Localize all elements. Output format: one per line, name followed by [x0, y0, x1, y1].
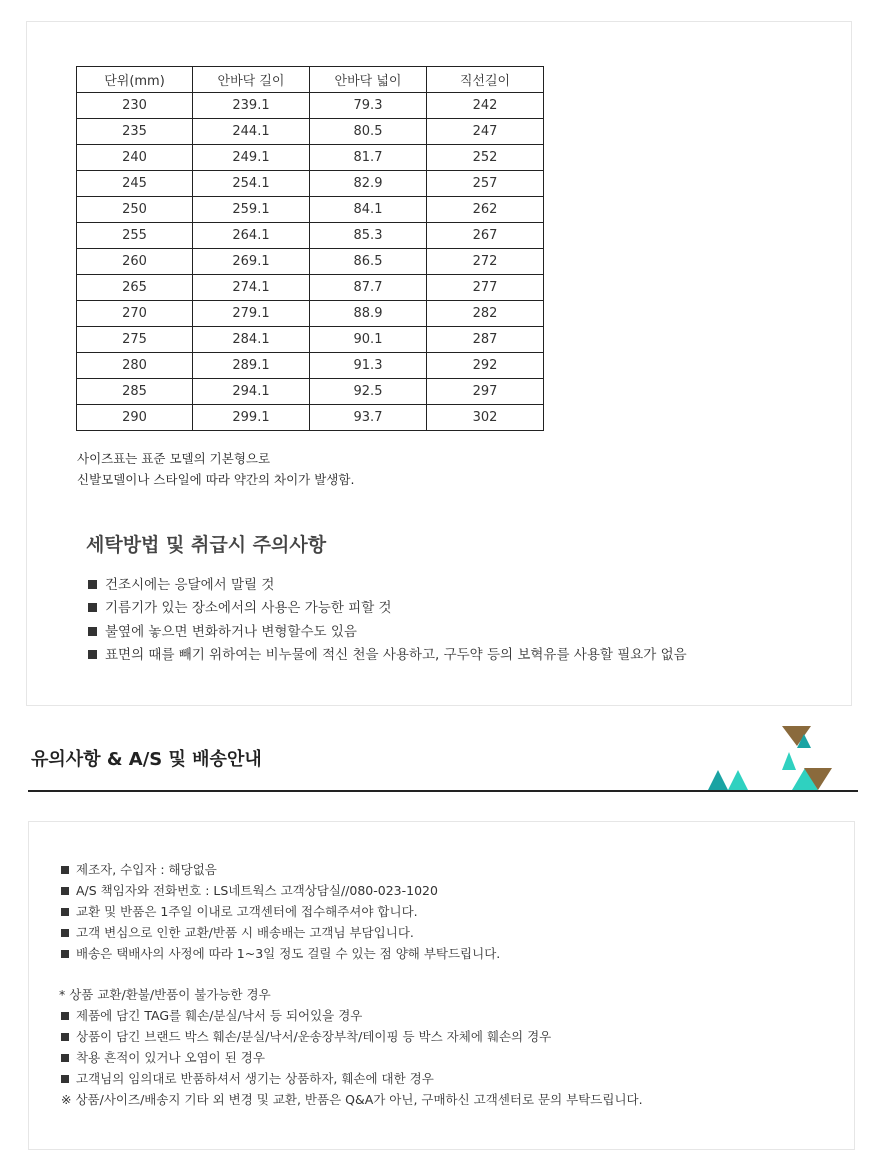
list-item	[61, 1089, 643, 1110]
table-cell: 290	[77, 405, 193, 431]
square-bullet-icon	[61, 1075, 69, 1083]
table-header-row	[77, 67, 544, 93]
table-body	[77, 93, 544, 431]
list-item: 제품에 담긴 TAG를 훼손/분실/낙서 등 되어있을 경우	[61, 1005, 643, 1026]
table-row	[77, 275, 544, 301]
triangle-decoration-icon	[700, 724, 860, 792]
square-bullet-icon	[88, 650, 97, 659]
table-cell: 262	[427, 197, 544, 223]
table-cell: 81.7	[310, 145, 427, 171]
table-cell: 270	[77, 301, 193, 327]
list-item: A/S 책임자와 전화번호 : LS네트웍스 고객상담실//080-023-1020	[61, 880, 500, 901]
list-item: 고객님의 임의대로 반품하셔서 생기는 상품하자, 훼손에 대한 경우	[61, 1068, 643, 1089]
table-cell: 249.1	[193, 145, 310, 171]
square-bullet-icon	[61, 1012, 69, 1020]
square-bullet-icon	[61, 950, 69, 958]
reference-mark-icon: ※	[61, 1092, 72, 1107]
table-cell: 82.9	[310, 171, 427, 197]
column-header: 직선길이	[427, 67, 544, 93]
table-cell: 87.7	[310, 275, 427, 301]
notice-section-title: 유의사항 & A/S 및 배송안내	[31, 749, 262, 770]
table-cell: 250	[77, 197, 193, 223]
list-item: 상품이 담긴 브랜드 박스 훼손/분실/낙서/운송장부착/테이핑 등 박스 자체에 훼손의 경우	[61, 1026, 643, 1047]
square-bullet-icon	[88, 627, 97, 636]
table-row	[77, 119, 544, 145]
table-cell: 264.1	[193, 223, 310, 249]
table-cell: 287	[427, 327, 544, 353]
table-row	[77, 223, 544, 249]
final-note: 상품/사이즈/배송지 기타 외 변경 및 교환, 반품은 Q&A가 아닌, 구매하신 고객센터로 문의 부탁드립니다.	[75, 1092, 643, 1107]
table-row	[77, 327, 544, 353]
table-row	[77, 379, 544, 405]
table-cell: 259.1	[193, 197, 310, 223]
table-cell: 244.1	[193, 119, 310, 145]
list-item: 건조시에는 응달에서 말릴 것	[88, 574, 687, 597]
table-cell: 254.1	[193, 171, 310, 197]
table-cell: 274.1	[193, 275, 310, 301]
size-table	[76, 66, 544, 431]
table-cell: 285	[77, 379, 193, 405]
table-row	[77, 145, 544, 171]
square-bullet-icon	[61, 887, 69, 895]
table-cell: 92.5	[310, 379, 427, 405]
table-cell: 255	[77, 223, 193, 249]
table-row	[77, 93, 544, 119]
washing-list	[88, 574, 687, 667]
table-cell: 240	[77, 145, 193, 171]
square-bullet-icon	[61, 1054, 69, 1062]
square-bullet-icon	[88, 580, 97, 589]
table-cell: 260	[77, 249, 193, 275]
notice-list	[61, 859, 500, 964]
table-row	[77, 197, 544, 223]
table-cell: 239.1	[193, 93, 310, 119]
table-cell: 88.9	[310, 301, 427, 327]
list-item: 고객 변심으로 인한 교환/반품 시 배송배는 고객님 부담입니다.	[61, 922, 500, 943]
list-item: 기름기가 있는 장소에서의 사용은 가능한 피할 것	[88, 597, 687, 620]
table-cell: 302	[427, 405, 544, 431]
table-cell: 297	[427, 379, 544, 405]
table-cell: 277	[427, 275, 544, 301]
table-cell: 84.1	[310, 197, 427, 223]
table-cell: 247	[427, 119, 544, 145]
table-cell: 294.1	[193, 379, 310, 405]
size-note-line1: 사이즈표는 표준 모델의 기본형으로	[77, 451, 271, 466]
table-cell: 90.1	[310, 327, 427, 353]
table-cell: 275	[77, 327, 193, 353]
table-cell: 242	[427, 93, 544, 119]
list-item: 착용 흔적이 있거나 오염이 된 경우	[61, 1047, 643, 1068]
table-cell: 289.1	[193, 353, 310, 379]
exception-title: * 상품 교환/환불/반품이 불가능한 경우	[59, 987, 271, 1002]
square-bullet-icon	[61, 866, 69, 874]
table-cell: 257	[427, 171, 544, 197]
table-cell: 265	[77, 275, 193, 301]
column-header: 안바닥 넓이	[310, 67, 427, 93]
column-header: 안바닥 길이	[193, 67, 310, 93]
square-bullet-icon	[61, 908, 69, 916]
table-cell: 299.1	[193, 405, 310, 431]
exception-list	[61, 1005, 643, 1110]
table-cell: 272	[427, 249, 544, 275]
table-cell: 86.5	[310, 249, 427, 275]
table-cell: 85.3	[310, 223, 427, 249]
table-cell: 284.1	[193, 327, 310, 353]
square-bullet-icon	[61, 929, 69, 937]
list-item: 표면의 때를 빼기 위하여는 비누물에 적신 천을 사용하고, 구두약 등의 보혁유를 사용할 필요가 없음	[88, 644, 687, 667]
table-cell: 91.3	[310, 353, 427, 379]
table-cell: 252	[427, 145, 544, 171]
table-cell: 282	[427, 301, 544, 327]
table-cell: 93.7	[310, 405, 427, 431]
section-divider	[28, 790, 858, 792]
list-item: 교환 및 반품은 1주일 이내로 고객센터에 접수해주셔야 합니다.	[61, 901, 500, 922]
list-item: 불옆에 놓으면 변화하거나 변형할수도 있음	[88, 621, 687, 644]
table-cell: 292	[427, 353, 544, 379]
table-row	[77, 353, 544, 379]
table-row	[77, 249, 544, 275]
washing-title: 세탁방법 및 취급시 주의사항	[86, 534, 327, 556]
square-bullet-icon	[88, 603, 97, 612]
table-cell: 79.3	[310, 93, 427, 119]
list-item: 제조자, 수입자 : 해당없음	[61, 859, 500, 880]
table-cell: 235	[77, 119, 193, 145]
table-cell: 267	[427, 223, 544, 249]
table-cell: 280	[77, 353, 193, 379]
table-row	[77, 301, 544, 327]
table-cell: 80.5	[310, 119, 427, 145]
table-row	[77, 171, 544, 197]
list-item: 배송은 택배사의 사정에 따라 1~3일 정도 걸릴 수 있는 점 양해 부탁드립니다.	[61, 943, 500, 964]
table-cell: 245	[77, 171, 193, 197]
table-row	[77, 405, 544, 431]
table-cell: 269.1	[193, 249, 310, 275]
table-cell: 230	[77, 93, 193, 119]
column-header: 단위(mm)	[77, 67, 193, 93]
size-note-line2: 신발모델이나 스타일에 따라 약간의 차이가 발생함.	[77, 472, 355, 487]
square-bullet-icon	[61, 1033, 69, 1041]
table-cell: 279.1	[193, 301, 310, 327]
